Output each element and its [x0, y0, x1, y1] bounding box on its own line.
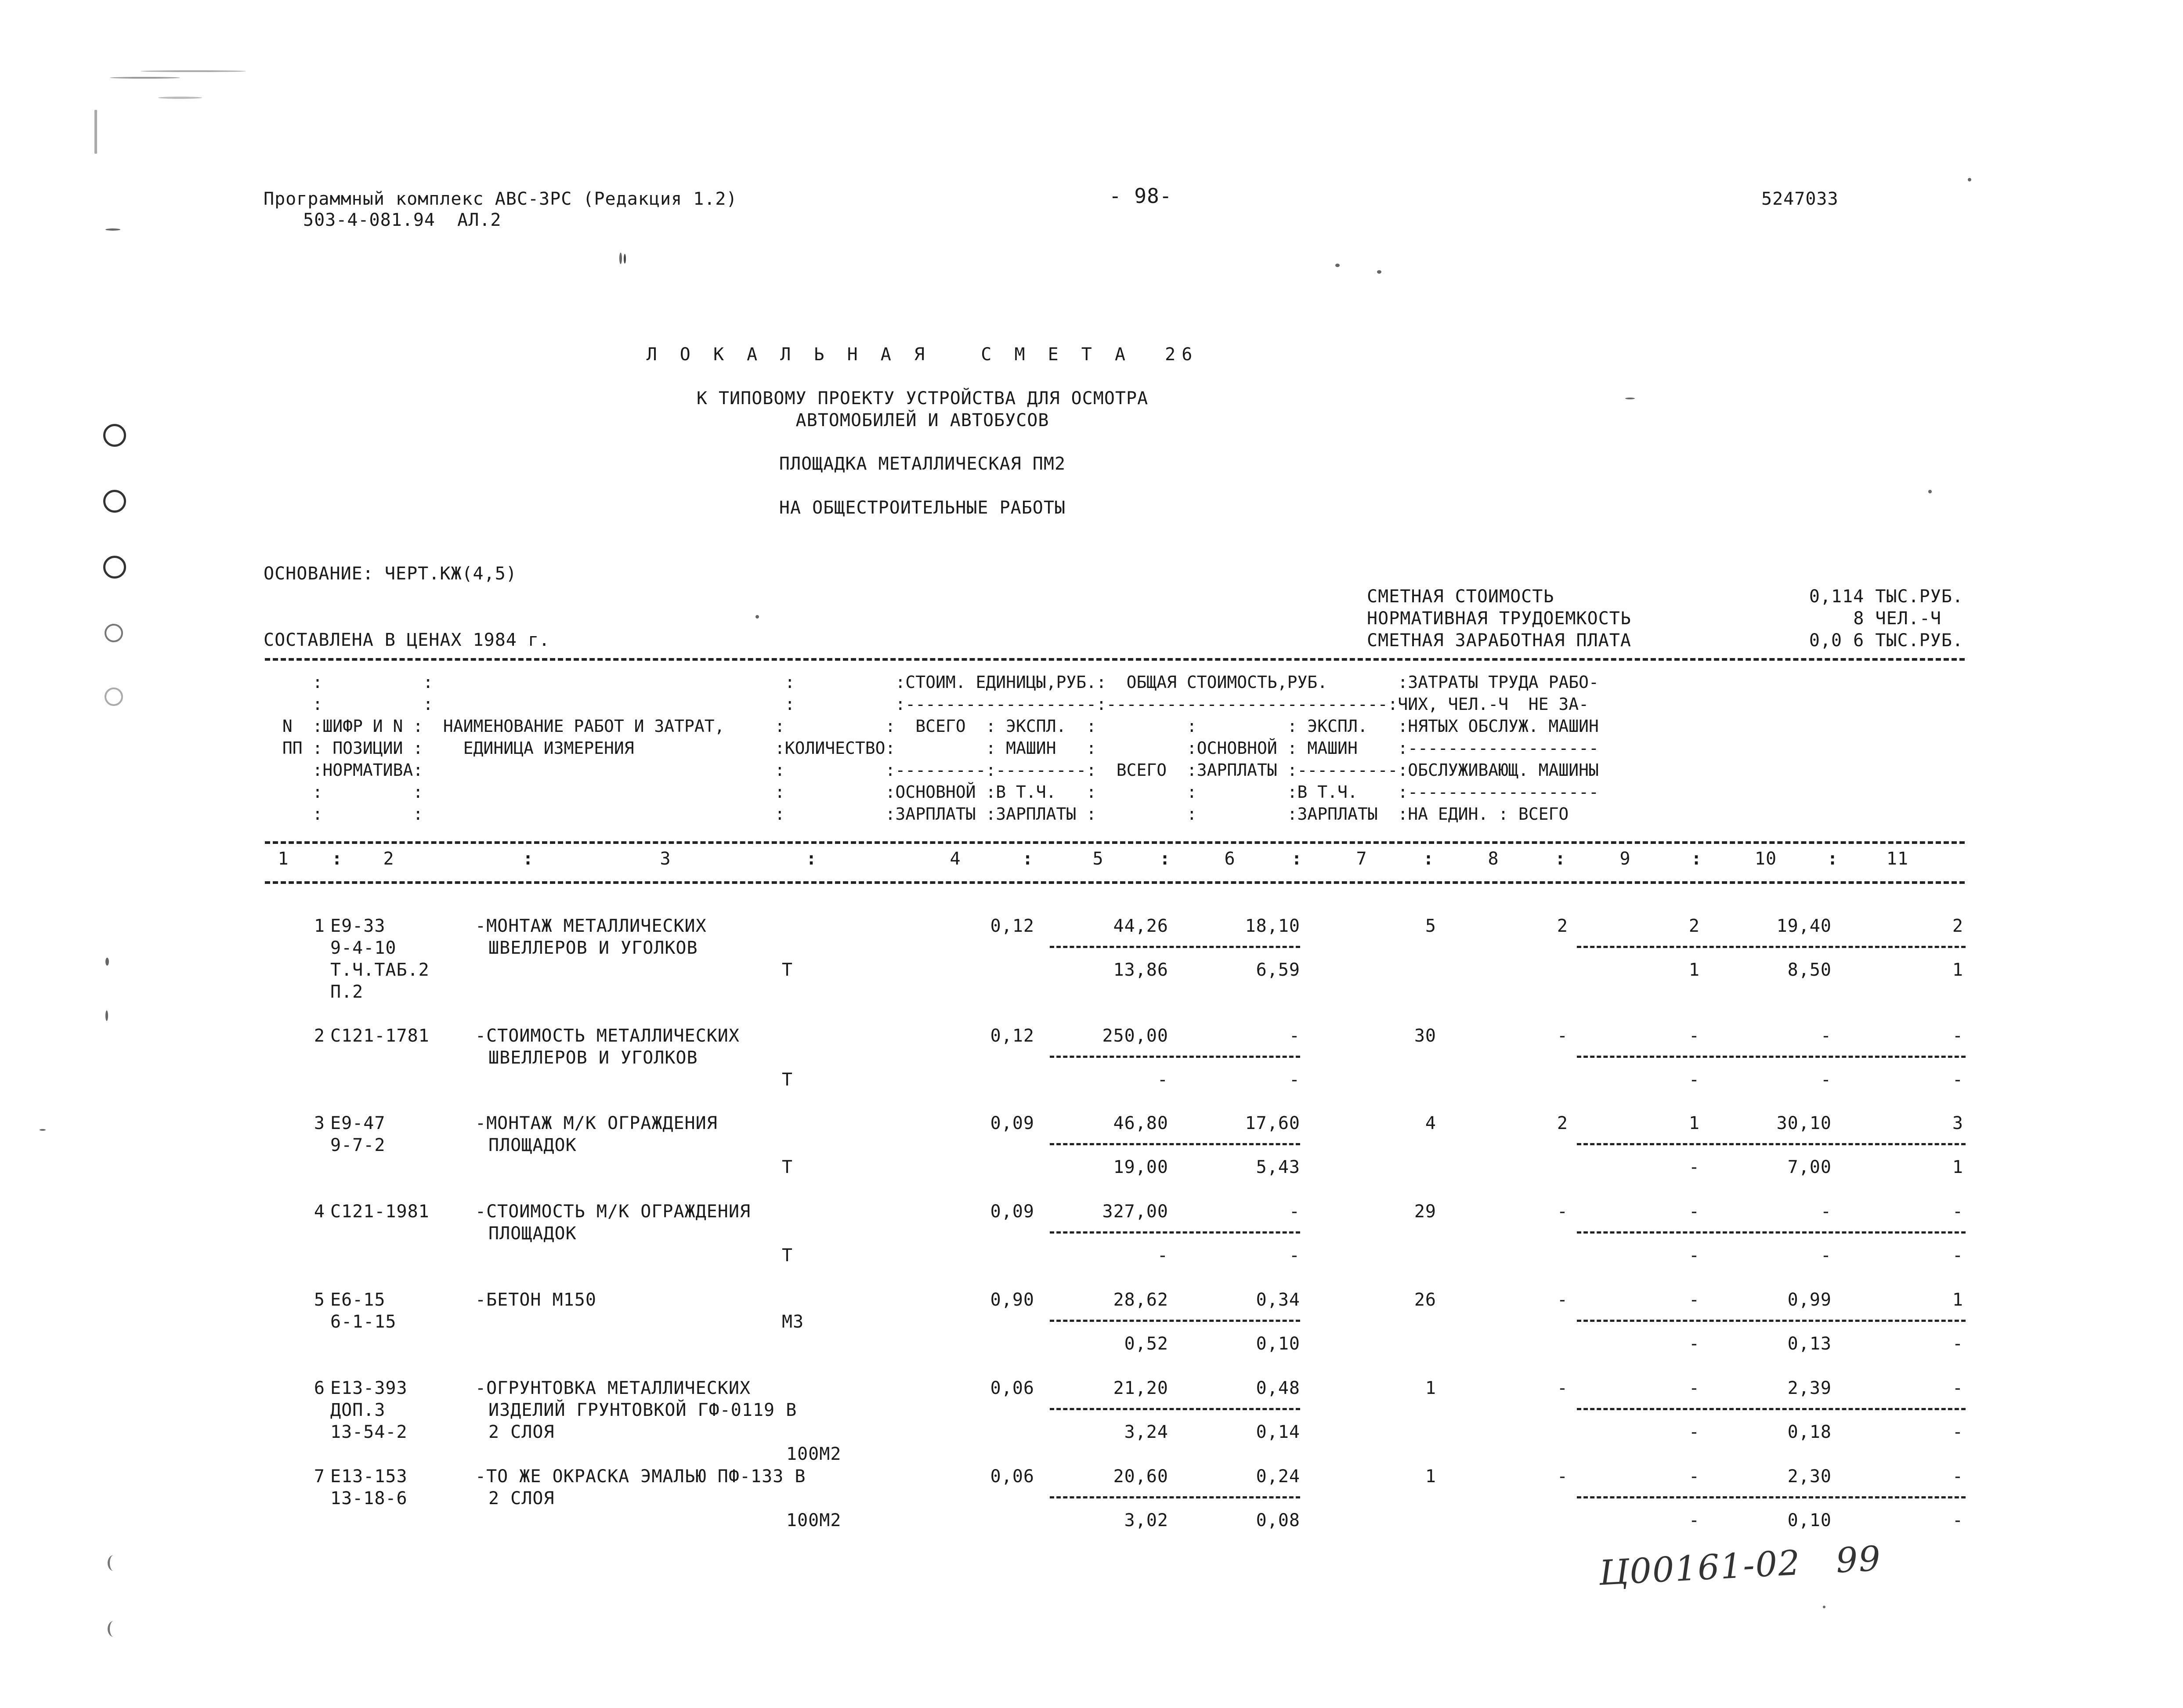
summary-value: 8 ЧЕЛ.-Ч [1853, 608, 1941, 629]
norm-code: 13-18-6 [330, 1488, 408, 1509]
quantity: 0,90 [990, 1290, 1034, 1310]
work-name: -СТОИМОСТЬ М/К ОГРАЖДЕНИЯ [475, 1201, 751, 1222]
work-name: 2 СЛОЯ [488, 1422, 555, 1442]
labor-total: - [1952, 1378, 1963, 1398]
quantity: 0,09 [990, 1113, 1034, 1133]
table-header-line: N :ШИФР И N : НАИМЕНОВАНИЕ РАБОТ И ЗАТРАТ, : : ВСЕГО : ЭКСПЛ. : : : ЭКСПЛ. :НЯТЫХ ОБСЛУЖ. МАШИН [272, 716, 1599, 736]
column-number: 4 [950, 849, 961, 869]
unit-of-measure: Т [782, 1245, 793, 1266]
cell-divider [1050, 1408, 1300, 1410]
work-name: -МОНТАЖ МЕТАЛЛИЧЕСКИХ [475, 916, 707, 936]
column-number: 6 [1224, 849, 1236, 869]
summary-label: НОРМАТИВНАЯ ТРУДОЕМКОСТЬ [1367, 608, 1631, 629]
cell-divider [1050, 1496, 1300, 1498]
service-labor-per-unit: - [1820, 1070, 1832, 1090]
work-name: ШВЕЛЛЕРОВ И УГОЛКОВ [488, 938, 698, 958]
total-machine-wages: - [1688, 1070, 1700, 1090]
unit-wages: 3,02 [1124, 1510, 1168, 1531]
unit-of-measure: Т [782, 960, 793, 980]
norm-code: С121-1781 [330, 1026, 430, 1046]
unit-cost-total: 21,20 [1113, 1378, 1168, 1398]
column-separator: : [1423, 849, 1435, 869]
column-separator: : [1691, 849, 1702, 869]
total-machines: - [1688, 1026, 1700, 1046]
row-number: 2 [314, 1026, 325, 1046]
service-labor-per-unit: 0,18 [1787, 1422, 1832, 1442]
service-labor-total: 1 [1952, 960, 1963, 980]
scan-speck [105, 228, 120, 231]
service-labor-total: - [1952, 1422, 1963, 1442]
document-number: 5247033 [1761, 189, 1839, 209]
scan-speck [1625, 398, 1635, 399]
table-header-line: : : : :ЗАРПЛАТЫ :ЗАРПЛАТЫ : : :ЗАРПЛАТЫ :НА ЕДИН. : ВСЕГО [272, 804, 1569, 824]
unit-wages: 0,52 [1124, 1334, 1168, 1354]
total-machine-wages: - [1688, 1334, 1700, 1354]
project-title-line: АВТОМОБИЛЕЙ И АВТОБУСОВ [795, 410, 1049, 431]
object-title: ПЛОЩАДКА МЕТАЛЛИЧЕСКАЯ ПМ2 [779, 454, 1066, 474]
work-name: 2 СЛОЯ [488, 1488, 555, 1509]
cell-divider [1050, 1231, 1300, 1234]
total-cost: 30 [1414, 1026, 1436, 1046]
norm-code: Е13-153 [330, 1466, 408, 1487]
scan-speck [624, 254, 626, 264]
works-title: НА ОБЩЕСТРОИТЕЛЬНЫЕ РАБОТЫ [779, 498, 1066, 518]
scan-speck [105, 958, 109, 966]
quantity: 0,06 [990, 1378, 1034, 1398]
unit-cost-total: 46,80 [1113, 1113, 1168, 1133]
service-labor-per-unit: 0,10 [1787, 1510, 1832, 1531]
scan-speck [110, 77, 180, 79]
service-labor-per-unit: - [1820, 1245, 1832, 1266]
scan-speck [1335, 264, 1340, 267]
unit-cost-machines: 0,34 [1256, 1290, 1300, 1310]
norm-code: Е9-47 [330, 1113, 386, 1133]
total-cost: 4 [1425, 1113, 1436, 1133]
unit-of-measure: 100М2 [786, 1510, 842, 1531]
total-machines: - [1688, 1290, 1700, 1310]
scan-speck [1377, 270, 1381, 274]
scan-speck [1928, 490, 1932, 493]
total-machine-wages: - [1688, 1245, 1700, 1266]
summary-value: 0,0 6 ТЫС.РУБ. [1809, 630, 1963, 651]
unit-cost-machines: 17,60 [1245, 1113, 1300, 1133]
labor-total: 3 [1952, 1113, 1963, 1133]
table-header [272, 671, 1968, 838]
norm-code: 9-4-10 [330, 938, 397, 958]
unit-cost-machines: - [1289, 1201, 1300, 1222]
norm-code: Е9-33 [330, 916, 386, 936]
table-top-rule [265, 658, 1965, 661]
table-header-rule [265, 841, 1965, 844]
cell-divider [1577, 1056, 1966, 1058]
total-machine-wages: - [1688, 1157, 1700, 1177]
binder-hole [103, 424, 126, 447]
column-number: 1 [278, 849, 289, 869]
prices-line: СОСТАВЛЕНА В ЦЕНАХ 1984 г. [264, 630, 550, 650]
unit-wages: 19,00 [1113, 1157, 1168, 1177]
service-labor-total: - [1952, 1245, 1963, 1266]
total-wages: - [1557, 1026, 1568, 1046]
table-header-line: : : : :-------------------:----------------------------:ЧИХ, ЧЕЛ.-Ч НЕ ЗА- [272, 695, 1589, 714]
quantity: 0,09 [990, 1201, 1034, 1222]
norm-code: 13-54-2 [330, 1422, 408, 1442]
service-labor-per-unit: 7,00 [1787, 1157, 1832, 1177]
project-title-line: К ТИПОВОМУ ПРОЕКТУ УСТРОЙСТВА ДЛЯ ОСМОТРА [696, 388, 1149, 409]
work-name: ПЛОЩАДОК [488, 1135, 577, 1155]
unit-machine-wages: - [1289, 1245, 1300, 1266]
unit-cost-machines: - [1289, 1026, 1300, 1046]
binder-hole [103, 556, 126, 579]
scan-speck [619, 253, 622, 264]
unit-machine-wages: 0,10 [1256, 1334, 1300, 1354]
column-separator: : [1555, 849, 1566, 869]
labor-per-unit: 2,30 [1787, 1466, 1832, 1487]
table-header-line: ПП : ПОЗИЦИИ : ЕДИНИЦА ИЗМЕРЕНИЯ :КОЛИЧЕСТВО: : МАШИН : :ОСНОВНОЙ : МАШИН :------------------- [272, 738, 1599, 758]
total-machine-wages: - [1688, 1422, 1700, 1442]
service-labor-per-unit: 8,50 [1787, 960, 1832, 980]
row-number: 6 [314, 1378, 325, 1398]
unit-cost-total: 28,62 [1113, 1290, 1168, 1310]
summary-value: 0,114 ТЫС.РУБ. [1809, 586, 1963, 607]
total-machines: 1 [1688, 1113, 1700, 1133]
work-name: -МОНТАЖ М/К ОГРАЖДЕНИЯ [475, 1113, 718, 1133]
row-number: 4 [314, 1201, 325, 1222]
scan-speck [755, 615, 759, 619]
unit-of-measure: 100М2 [786, 1444, 842, 1464]
page-number: - 98- [1109, 184, 1172, 208]
norm-code: Е6-15 [330, 1290, 386, 1310]
cell-divider [1050, 1320, 1300, 1322]
unit-machine-wages: 0,08 [1256, 1510, 1300, 1531]
total-cost: 29 [1414, 1201, 1436, 1222]
quantity: 0,06 [990, 1466, 1034, 1487]
unit-wages: 3,24 [1124, 1422, 1168, 1442]
labor-per-unit: 19,40 [1776, 916, 1832, 936]
estimate-title: Л О К А Л Ь Н А Я С М Е Т А 26 [646, 344, 1199, 365]
basis-line: ОСНОВАНИЕ: ЧЕРТ.КЖ(4,5) [264, 564, 517, 584]
scan-speck [141, 70, 246, 72]
work-name: -БЕТОН М150 [475, 1290, 596, 1310]
unit-wages: - [1157, 1245, 1168, 1266]
scan-speck [1823, 1606, 1825, 1608]
column-separator: : [523, 849, 534, 869]
unit-of-measure: Т [782, 1157, 793, 1177]
total-cost: 1 [1425, 1378, 1436, 1398]
column-number: 5 [1092, 849, 1104, 869]
handwritten-note: Ц00161-02 99 [1598, 1539, 1883, 1593]
norm-code: 6-1-15 [330, 1312, 397, 1332]
total-cost: 26 [1414, 1290, 1436, 1310]
cell-divider [1577, 1496, 1966, 1498]
unit-cost-machines: 0,48 [1256, 1378, 1300, 1398]
row-number: 3 [314, 1113, 325, 1133]
labor-per-unit: 30,10 [1776, 1113, 1832, 1133]
unit-of-measure: М3 [782, 1312, 804, 1332]
binder-hole [105, 624, 123, 642]
quantity: 0,12 [990, 1026, 1034, 1046]
column-number: 2 [383, 849, 394, 869]
scan-speck [105, 1010, 108, 1021]
cell-divider [1050, 1143, 1300, 1145]
unit-wages: - [1157, 1070, 1168, 1090]
row-number: 1 [314, 916, 325, 936]
column-separator: : [1827, 849, 1839, 869]
norm-code: Т.Ч.ТАБ.2 [330, 960, 430, 980]
norm-code: П.2 [330, 982, 364, 1002]
table-header-line: : : : :ОСНОВНОЙ :В Т.Ч. : : :В Т.Ч. :------------------- [272, 782, 1599, 802]
cell-divider [1577, 1231, 1966, 1234]
scan-speck [108, 1621, 119, 1637]
cell-divider [1577, 1408, 1966, 1410]
service-labor-total: - [1952, 1070, 1963, 1090]
service-labor-per-unit: 0,13 [1787, 1334, 1832, 1354]
scan-speck [158, 97, 202, 99]
binder-hole [105, 688, 123, 706]
norm-code: ДОП.3 [330, 1400, 386, 1420]
column-number: 7 [1356, 849, 1367, 869]
table-header-line: : : : :СТОИМ. ЕДИНИЦЫ,РУБ.: ОБЩАЯ СТОИМОСТЬ,РУБ. :ЗАТРАТЫ ТРУДА РАБО- [272, 673, 1599, 692]
total-machines: - [1688, 1378, 1700, 1398]
project-code: 503-4-081.94 АЛ.2 [303, 210, 502, 230]
binder-hole [103, 490, 126, 513]
work-name: -ОГРУНТОВКА МЕТАЛЛИЧЕСКИХ [475, 1378, 751, 1398]
total-wages: 2 [1557, 1113, 1568, 1133]
column-numbers-row [264, 848, 1968, 874]
labor-per-unit: - [1820, 1201, 1832, 1222]
work-name: -ТО ЖЕ ОКРАСКА ЭМАЛЬЮ ПФ-133 В [475, 1466, 806, 1487]
unit-wages: 13,86 [1113, 960, 1168, 980]
unit-cost-total: 327,00 [1102, 1201, 1168, 1222]
total-machines: - [1688, 1466, 1700, 1487]
scan-speck [40, 1129, 46, 1131]
row-number: 7 [314, 1466, 325, 1487]
unit-machine-wages: - [1289, 1070, 1300, 1090]
row-number: 5 [314, 1290, 325, 1310]
total-wages: 2 [1557, 916, 1568, 936]
unit-cost-total: 44,26 [1113, 916, 1168, 936]
cell-divider [1050, 946, 1300, 948]
unit-machine-wages: 5,43 [1256, 1157, 1300, 1177]
cell-divider [1577, 1320, 1966, 1322]
unit-of-measure: Т [782, 1070, 793, 1090]
column-separator: : [806, 849, 817, 869]
scan-speck [94, 110, 97, 154]
cell-divider [1577, 1143, 1966, 1145]
total-wages: - [1557, 1290, 1568, 1310]
unit-cost-machines: 0,24 [1256, 1466, 1300, 1487]
labor-total: 1 [1952, 1290, 1963, 1310]
labor-per-unit: 2,39 [1787, 1378, 1832, 1398]
unit-cost-total: 20,60 [1113, 1466, 1168, 1487]
cell-divider [1050, 1056, 1300, 1058]
norm-code: 9-7-2 [330, 1135, 386, 1155]
table-header-line: :НОРМАТИВА: : :---------:---------: ВСЕГО :ЗАРПЛАТЫ :----------:ОБСЛУЖИВАЮЩ. МАШИНЫ [272, 760, 1599, 780]
work-name: -СТОИМОСТЬ МЕТАЛЛИЧЕСКИХ [475, 1026, 740, 1046]
summary-label: СМЕТНАЯ ЗАРАБОТНАЯ ПЛАТА [1367, 630, 1631, 651]
total-machine-wages: 1 [1688, 960, 1700, 980]
total-wages: - [1557, 1201, 1568, 1222]
column-separator: : [1022, 849, 1034, 869]
column-number: 9 [1619, 849, 1631, 869]
total-wages: - [1557, 1466, 1568, 1487]
summary-label: СМЕТНАЯ СТОИМОСТЬ [1367, 586, 1554, 607]
total-machines: - [1688, 1201, 1700, 1222]
unit-machine-wages: 6,59 [1256, 960, 1300, 980]
work-name: ИЗДЕЛИЙ ГРУНТОВКОЙ ГФ-0119 В [488, 1400, 797, 1420]
norm-code: С121-1981 [330, 1201, 430, 1222]
total-wages: - [1557, 1378, 1568, 1398]
scan-speck [108, 1555, 119, 1571]
column-separator: : [1160, 849, 1171, 869]
unit-machine-wages: 0,14 [1256, 1422, 1300, 1442]
quantity: 0,12 [990, 916, 1034, 936]
column-number: 11 [1886, 849, 1909, 869]
work-name: ШВЕЛЛЕРОВ И УГОЛКОВ [488, 1048, 698, 1068]
labor-total: - [1952, 1466, 1963, 1487]
total-cost: 1 [1425, 1466, 1436, 1487]
service-labor-total: - [1952, 1510, 1963, 1531]
column-number: 8 [1488, 849, 1499, 869]
unit-cost-machines: 18,10 [1245, 916, 1300, 936]
column-separator: : [332, 849, 343, 869]
norm-code: Е13-393 [330, 1378, 408, 1398]
column-number: 10 [1754, 849, 1777, 869]
service-labor-total: - [1952, 1334, 1963, 1354]
unit-cost-total: 250,00 [1102, 1026, 1168, 1046]
cell-divider [1577, 946, 1966, 948]
program-header: Программный комплекс АВС-ЗРС (Редакция 1.2) [264, 189, 737, 209]
labor-per-unit: 0,99 [1787, 1290, 1832, 1310]
column-number: 3 [660, 849, 671, 869]
scan-speck [1968, 178, 1971, 181]
labor-per-unit: - [1820, 1026, 1832, 1046]
total-cost: 5 [1425, 916, 1436, 936]
column-separator: : [1291, 849, 1303, 869]
labor-total: - [1952, 1201, 1963, 1222]
column-numbers-rule [265, 881, 1965, 884]
total-machine-wages: - [1688, 1510, 1700, 1531]
labor-total: - [1952, 1026, 1963, 1046]
service-labor-total: 1 [1952, 1157, 1963, 1177]
labor-total: 2 [1952, 916, 1963, 936]
work-name: ПЛОЩАДОК [488, 1223, 577, 1244]
total-machines: 2 [1688, 916, 1700, 936]
